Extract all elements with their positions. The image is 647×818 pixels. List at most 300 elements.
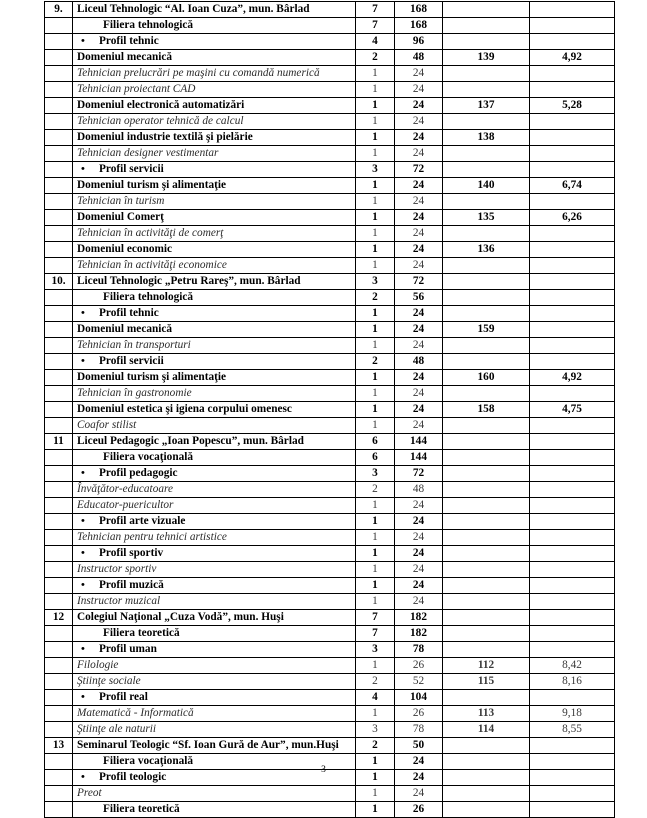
row-index-cell — [45, 178, 73, 194]
row-classes-cell: 1 — [356, 82, 395, 98]
row-seats-cell: 144 — [395, 434, 443, 450]
row-label-cell: Filiera tehnologică — [73, 18, 356, 34]
row-index-cell — [45, 786, 73, 802]
table-row — [45, 594, 615, 610]
row-label-cell — [73, 162, 356, 178]
table-row — [45, 562, 615, 578]
row-code-cell: 135 — [443, 210, 530, 226]
row-label-cell: Tehnician în activităţi economice — [73, 258, 356, 274]
row-classes-cell: 1 — [356, 338, 395, 354]
row-code-cell — [443, 594, 530, 610]
row-seats-cell: 24 — [395, 322, 443, 338]
row-classes-cell: 1 — [356, 98, 395, 114]
row-label-text: Profil servicii — [99, 163, 164, 175]
row-seats-cell: 48 — [395, 354, 443, 370]
row-index-cell — [45, 466, 73, 482]
row-index-cell — [45, 450, 73, 466]
row-classes-cell: 2 — [356, 50, 395, 66]
row-seats-cell: 48 — [395, 482, 443, 498]
row-code-cell — [443, 386, 530, 402]
row-label-text: Profil real — [99, 691, 148, 703]
row-code-cell — [443, 498, 530, 514]
row-classes-cell: 1 — [356, 66, 395, 82]
row-label-cell: Filiera teoretică — [73, 802, 356, 818]
row-label-cell — [73, 306, 356, 322]
row-index-cell — [45, 130, 73, 146]
row-classes-cell: 2 — [356, 738, 395, 754]
row-average-cell — [530, 274, 615, 290]
row-classes-cell: 1 — [356, 146, 395, 162]
table-row — [45, 98, 615, 114]
row-label-cell — [73, 642, 356, 658]
row-index-cell — [45, 370, 73, 386]
row-index-cell: 12 — [45, 610, 73, 626]
row-average-cell — [530, 226, 615, 242]
row-seats-cell: 26 — [395, 658, 443, 674]
row-average-cell — [530, 626, 615, 642]
bullet-icon: • — [81, 579, 85, 591]
row-classes-cell: 1 — [356, 258, 395, 274]
row-classes-cell: 6 — [356, 434, 395, 450]
table-row — [45, 2, 615, 18]
row-average-cell — [530, 130, 615, 146]
row-index-cell: 11 — [45, 434, 73, 450]
row-index-cell — [45, 674, 73, 690]
row-seats-cell: 144 — [395, 450, 443, 466]
row-label-cell: Filiera teoretică — [73, 626, 356, 642]
row-label-cell: Ştiinţe sociale — [73, 674, 356, 690]
row-seats-cell: 24 — [395, 194, 443, 210]
row-label-cell — [73, 354, 356, 370]
row-seats-cell: 24 — [395, 178, 443, 194]
row-seats-cell: 24 — [395, 786, 443, 802]
row-classes-cell: 2 — [356, 674, 395, 690]
row-seats-cell: 72 — [395, 274, 443, 290]
row-average-cell — [530, 530, 615, 546]
row-code-cell: 137 — [443, 98, 530, 114]
row-average-cell — [530, 18, 615, 34]
row-code-cell: 113 — [443, 706, 530, 722]
row-code-cell: 138 — [443, 130, 530, 146]
row-classes-cell: 1 — [356, 706, 395, 722]
row-label-cell: Filologie — [73, 658, 356, 674]
row-index-cell — [45, 658, 73, 674]
row-label-text: Profil servicii — [99, 355, 164, 367]
row-average-cell — [530, 194, 615, 210]
row-label-cell: Liceul Tehnologic „Petru Rareş”, mun. Bârlad — [73, 274, 356, 290]
table-row — [45, 66, 615, 82]
row-classes-cell: 1 — [356, 226, 395, 242]
row-index-cell — [45, 386, 73, 402]
table-row — [45, 402, 615, 418]
row-seats-cell: 72 — [395, 162, 443, 178]
row-code-cell — [443, 290, 530, 306]
row-label-cell — [73, 514, 356, 530]
table-row — [45, 242, 615, 258]
row-code-cell — [443, 258, 530, 274]
row-average-cell — [530, 114, 615, 130]
row-label-cell: Tehnician designer vestimentar — [73, 146, 356, 162]
row-label-cell: Domeniul Comerţ — [73, 210, 356, 226]
row-label-cell: Tehnician proiectant CAD — [73, 82, 356, 98]
row-code-cell — [443, 146, 530, 162]
table-row — [45, 674, 615, 690]
row-seats-cell: 168 — [395, 18, 443, 34]
row-index-cell — [45, 226, 73, 242]
row-code-cell: 140 — [443, 178, 530, 194]
row-label-cell: Domeniul industrie textilă şi pielărie — [73, 130, 356, 146]
row-label-cell: Tehnician în turism — [73, 194, 356, 210]
row-label-cell: Tehnician în gastronomie — [73, 386, 356, 402]
row-index-cell — [45, 354, 73, 370]
table-row — [45, 498, 615, 514]
row-code-cell: 139 — [443, 50, 530, 66]
table-row — [45, 274, 615, 290]
row-average-cell: 4,75 — [530, 402, 615, 418]
row-seats-cell: 24 — [395, 770, 443, 786]
bullet-icon: • — [81, 691, 85, 703]
row-label-cell: Colegiul Naţional „Cuza Vodă”, mun. Huşi — [73, 610, 356, 626]
row-classes-cell: 1 — [356, 658, 395, 674]
row-average-cell — [530, 242, 615, 258]
row-seats-cell: 24 — [395, 530, 443, 546]
row-seats-cell: 26 — [395, 802, 443, 818]
bullet-icon: • — [81, 643, 85, 655]
table-row — [45, 306, 615, 322]
row-classes-cell: 2 — [356, 354, 395, 370]
table-row — [45, 226, 615, 242]
row-classes-cell: 1 — [356, 114, 395, 130]
row-code-cell — [443, 802, 530, 818]
row-seats-cell: 24 — [395, 66, 443, 82]
row-average-cell — [530, 610, 615, 626]
table-row — [45, 210, 615, 226]
row-code-cell — [443, 514, 530, 530]
row-index-cell — [45, 498, 73, 514]
row-seats-cell: 104 — [395, 690, 443, 706]
row-code-cell — [443, 66, 530, 82]
table-row — [45, 322, 615, 338]
row-average-cell — [530, 386, 615, 402]
row-seats-cell: 24 — [395, 258, 443, 274]
row-index-cell — [45, 402, 73, 418]
row-classes-cell: 1 — [356, 770, 395, 786]
row-label-cell: Seminarul Teologic “Sf. Ioan Gură de Aur”, mun.Huşi — [73, 738, 356, 754]
row-label-cell: Domeniul mecanică — [73, 50, 356, 66]
row-label-cell: Instructor sportiv — [73, 562, 356, 578]
table-row — [45, 114, 615, 130]
row-label-cell — [73, 466, 356, 482]
row-label-cell: Matematică - Informatică — [73, 706, 356, 722]
row-label-cell — [73, 578, 356, 594]
table-row — [45, 34, 615, 50]
row-average-cell — [530, 290, 615, 306]
row-index-cell — [45, 530, 73, 546]
row-label-text: Profil pedagogic — [99, 467, 178, 479]
row-index-cell — [45, 722, 73, 738]
table-row — [45, 290, 615, 306]
bullet-icon: • — [81, 307, 85, 319]
row-index-cell — [45, 546, 73, 562]
table-row — [45, 738, 615, 754]
row-code-cell — [443, 114, 530, 130]
row-label-text: Profil tehnic — [99, 35, 159, 47]
row-seats-cell: 24 — [395, 754, 443, 770]
row-label-text: Profil muzică — [99, 579, 164, 591]
row-average-cell: 8,42 — [530, 658, 615, 674]
row-average-cell: 4,92 — [530, 370, 615, 386]
row-label-text: Profil teologic — [99, 771, 167, 783]
row-code-cell — [443, 418, 530, 434]
row-code-cell — [443, 466, 530, 482]
row-code-cell: 159 — [443, 322, 530, 338]
row-label-cell: Domeniul estetica şi igiena corpului omenesc — [73, 402, 356, 418]
table-row — [45, 130, 615, 146]
row-code-cell — [443, 738, 530, 754]
row-average-cell — [530, 162, 615, 178]
row-average-cell — [530, 66, 615, 82]
row-code-cell — [443, 354, 530, 370]
row-code-cell — [443, 562, 530, 578]
table-row — [45, 546, 615, 562]
row-label-cell: Domeniul mecanică — [73, 322, 356, 338]
row-label-cell: Filiera vocaţională — [73, 450, 356, 466]
table-row — [45, 18, 615, 34]
row-seats-cell: 182 — [395, 626, 443, 642]
row-label-cell: Domeniul turism şi alimentaţie — [73, 178, 356, 194]
row-label-cell: Liceul Pedagogic „Ioan Popescu”, mun. Bârlad — [73, 434, 356, 450]
row-classes-cell: 1 — [356, 578, 395, 594]
table-row — [45, 706, 615, 722]
row-index-cell — [45, 98, 73, 114]
row-classes-cell: 1 — [356, 546, 395, 562]
row-classes-cell: 1 — [356, 530, 395, 546]
row-code-cell — [443, 82, 530, 98]
row-label-text: Profil sportiv — [99, 547, 164, 559]
row-seats-cell: 96 — [395, 34, 443, 50]
row-average-cell — [530, 594, 615, 610]
row-label-cell — [73, 34, 356, 50]
row-index-cell — [45, 306, 73, 322]
row-code-cell: 112 — [443, 658, 530, 674]
table-row — [45, 258, 615, 274]
row-label-text: Profil arte vizuale — [99, 515, 186, 527]
row-classes-cell: 3 — [356, 274, 395, 290]
row-index-cell — [45, 322, 73, 338]
row-classes-cell: 1 — [356, 786, 395, 802]
row-code-cell — [443, 226, 530, 242]
row-label-cell: Instructor muzical — [73, 594, 356, 610]
row-index-cell — [45, 290, 73, 306]
table-row — [45, 802, 615, 818]
row-code-cell — [443, 642, 530, 658]
row-classes-cell: 4 — [356, 34, 395, 50]
row-average-cell — [530, 466, 615, 482]
row-label-cell: Tehnician în activităţi de comerţ — [73, 226, 356, 242]
row-label-cell: Tehnician prelucrări pe maşini cu comandă numerică — [73, 66, 356, 82]
row-seats-cell: 78 — [395, 722, 443, 738]
row-code-cell — [443, 194, 530, 210]
row-classes-cell: 3 — [356, 162, 395, 178]
bullet-icon: • — [81, 771, 85, 783]
row-seats-cell: 24 — [395, 242, 443, 258]
table-row — [45, 338, 615, 354]
table-row — [45, 178, 615, 194]
row-index-cell — [45, 706, 73, 722]
row-average-cell — [530, 482, 615, 498]
row-classes-cell: 1 — [356, 194, 395, 210]
row-label-cell: Ştiinţe ale naturii — [73, 722, 356, 738]
row-seats-cell: 52 — [395, 674, 443, 690]
row-label-cell: Tehnician pentru tehnici artistice — [73, 530, 356, 546]
row-average-cell — [530, 562, 615, 578]
table-row — [45, 786, 615, 802]
row-index-cell — [45, 146, 73, 162]
row-label-text: Profil tehnic — [99, 307, 159, 319]
row-index-cell — [45, 482, 73, 498]
row-code-cell — [443, 162, 530, 178]
row-average-cell: 4,92 — [530, 50, 615, 66]
row-code-cell — [443, 450, 530, 466]
row-code-cell — [443, 18, 530, 34]
row-index-cell — [45, 194, 73, 210]
row-seats-cell: 24 — [395, 386, 443, 402]
row-seats-cell: 50 — [395, 738, 443, 754]
row-average-cell — [530, 546, 615, 562]
table-row — [45, 578, 615, 594]
row-average-cell — [530, 738, 615, 754]
row-average-cell: 9,18 — [530, 706, 615, 722]
row-index-cell — [45, 802, 73, 818]
row-index-cell — [45, 642, 73, 658]
row-index-cell — [45, 578, 73, 594]
row-average-cell — [530, 450, 615, 466]
row-average-cell — [530, 2, 615, 18]
row-seats-cell: 182 — [395, 610, 443, 626]
row-label-cell: Liceul Tehnologic “Al. Ioan Cuza”, mun. Bârlad — [73, 2, 356, 18]
bullet-icon: • — [81, 547, 85, 559]
row-average-cell — [530, 514, 615, 530]
bullet-icon: • — [81, 467, 85, 479]
row-index-cell — [45, 162, 73, 178]
row-seats-cell: 24 — [395, 514, 443, 530]
row-label-cell: Tehnician în transporturi — [73, 338, 356, 354]
row-code-cell: 136 — [443, 242, 530, 258]
row-classes-cell: 1 — [356, 498, 395, 514]
row-seats-cell: 24 — [395, 146, 443, 162]
row-index-cell — [45, 34, 73, 50]
row-index-cell — [45, 66, 73, 82]
row-index-cell — [45, 82, 73, 98]
row-classes-cell: 1 — [356, 514, 395, 530]
row-label-cell: Domeniul turism şi alimentaţie — [73, 370, 356, 386]
row-label-cell — [73, 690, 356, 706]
row-average-cell — [530, 34, 615, 50]
row-seats-cell: 26 — [395, 706, 443, 722]
table-row — [45, 194, 615, 210]
table-row — [45, 722, 615, 738]
row-seats-cell: 24 — [395, 546, 443, 562]
row-code-cell — [443, 434, 530, 450]
table-row — [45, 50, 615, 66]
row-code-cell: 158 — [443, 402, 530, 418]
table-row — [45, 610, 615, 626]
table-body — [45, 2, 615, 818]
row-classes-cell: 7 — [356, 2, 395, 18]
row-label-cell: Coafor stilist — [73, 418, 356, 434]
table-row — [45, 690, 615, 706]
row-classes-cell: 4 — [356, 690, 395, 706]
row-average-cell — [530, 642, 615, 658]
row-index-cell — [45, 514, 73, 530]
table-row — [45, 482, 615, 498]
row-code-cell — [443, 610, 530, 626]
row-average-cell: 8,55 — [530, 722, 615, 738]
table-row — [45, 530, 615, 546]
row-code-cell — [443, 274, 530, 290]
table-row — [45, 626, 615, 642]
row-average-cell — [530, 354, 615, 370]
row-code-cell — [443, 626, 530, 642]
row-classes-cell: 1 — [356, 754, 395, 770]
row-index-cell: 9. — [45, 2, 73, 18]
bullet-icon: • — [81, 515, 85, 527]
row-classes-cell: 1 — [356, 418, 395, 434]
row-label-cell — [73, 546, 356, 562]
row-classes-cell: 2 — [356, 290, 395, 306]
row-classes-cell: 1 — [356, 178, 395, 194]
row-index-cell — [45, 594, 73, 610]
table-row — [45, 354, 615, 370]
page-number: 3 — [321, 765, 326, 775]
row-label-cell: Preot — [73, 786, 356, 802]
row-average-cell — [530, 786, 615, 802]
row-average-cell — [530, 578, 615, 594]
row-seats-cell: 24 — [395, 98, 443, 114]
row-label-cell: Filiera tehnologică — [73, 290, 356, 306]
row-index-cell — [45, 114, 73, 130]
row-classes-cell: 1 — [356, 802, 395, 818]
table-row — [45, 642, 615, 658]
row-index-cell: 13 — [45, 738, 73, 754]
table-row — [45, 162, 615, 178]
row-seats-cell: 24 — [395, 114, 443, 130]
row-seats-cell: 24 — [395, 562, 443, 578]
row-code-cell — [443, 2, 530, 18]
row-seats-cell: 168 — [395, 2, 443, 18]
row-average-cell — [530, 802, 615, 818]
table-row — [45, 146, 615, 162]
row-seats-cell: 24 — [395, 130, 443, 146]
row-seats-cell: 78 — [395, 642, 443, 658]
row-code-cell — [443, 482, 530, 498]
row-classes-cell: 1 — [356, 562, 395, 578]
row-code-cell — [443, 530, 530, 546]
row-classes-cell: 3 — [356, 466, 395, 482]
row-index-cell — [45, 562, 73, 578]
row-average-cell: 6,26 — [530, 210, 615, 226]
row-seats-cell: 24 — [395, 306, 443, 322]
row-average-cell: 6,74 — [530, 178, 615, 194]
bullet-icon: • — [81, 163, 85, 175]
row-average-cell — [530, 146, 615, 162]
table-row — [45, 450, 615, 466]
row-index-cell: 10. — [45, 274, 73, 290]
admission-table — [44, 1, 615, 818]
row-seats-cell: 72 — [395, 466, 443, 482]
row-index-cell — [45, 626, 73, 642]
row-code-cell — [443, 690, 530, 706]
